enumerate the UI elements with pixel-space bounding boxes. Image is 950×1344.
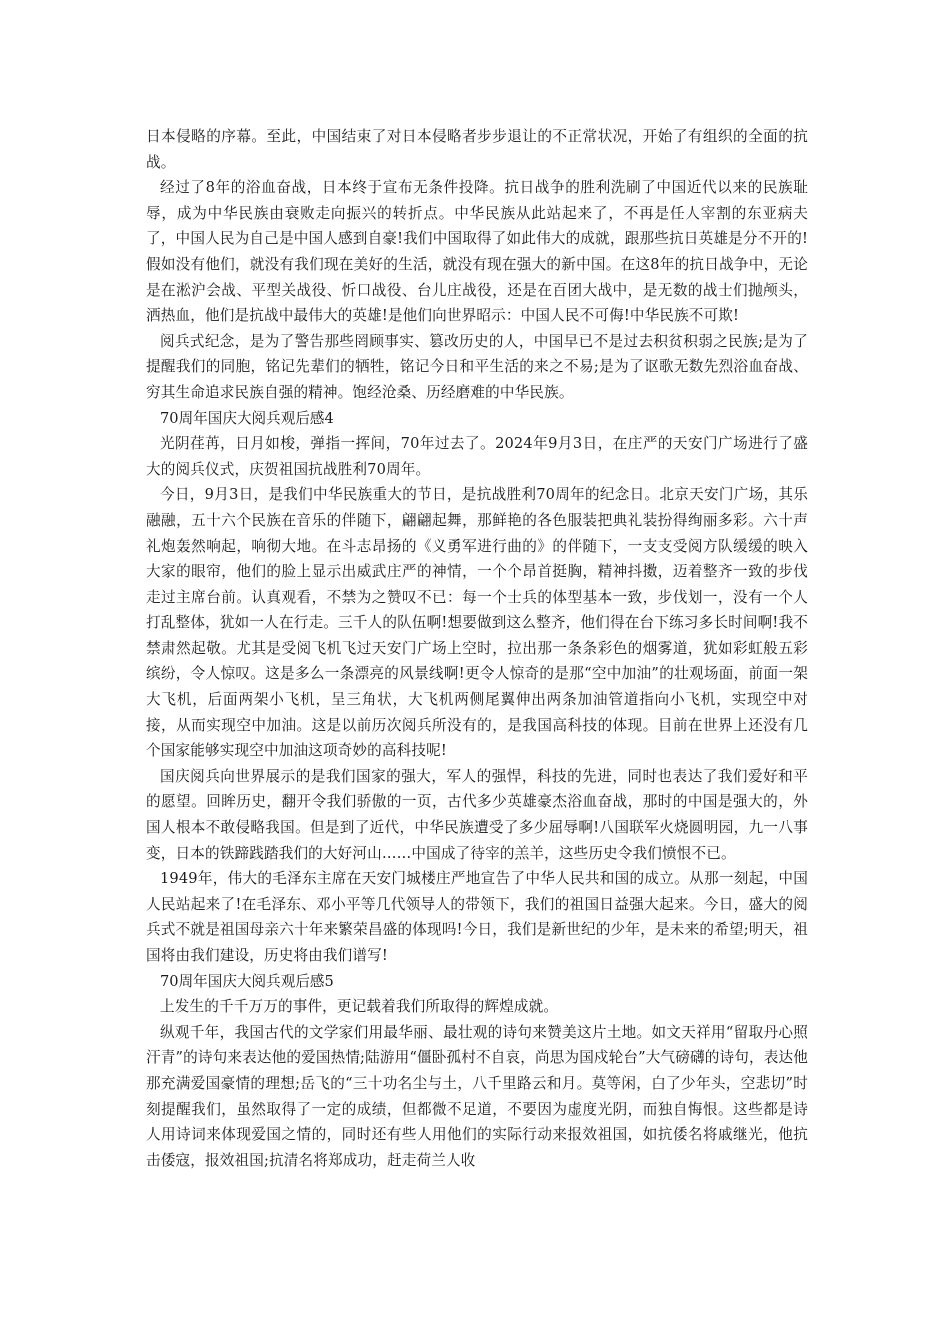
section-heading-4: 70周年国庆大阅兵观后感4 <box>160 409 334 427</box>
document-page <box>146 124 808 1173</box>
paragraph-6: 国庆阅兵向世界展示的是我们国家的强大，军人的强悍，科技的先进，同时也表达了我们爱好和平的愿望。回眸历史，翻开令我们骄傲的一页，古代多少英雄豪杰浴血奋战，那时的中国是强大的，外国人根本不敢侵略我国。但是到了近代，中华民族遭受了多少屈辱啊!八国联军火烧圆明园，九一八事变，日本的铁蹄践踏我们的大好河山……中国成了待宰的羔羊，这些历史令我们愤恨不已。 <box>146 767 808 862</box>
paragraph-8: 上发生的千千万万的事件，更记载着我们所取得的辉煌成就。 <box>160 998 559 1016</box>
paragraph-9: 纵观千年，我国古代的文学家们用最华丽、最壮观的诗句来赞美这片土地。如文天祥用“留取丹心照汗青”的诗句来表达他的爱国热情;陆游用“僵卧孤村不自哀，尚思为国戍轮台”大气磅礴的诗句，表达他那充满爱国豪情的理想;岳飞的“三十功名尘与土，八千里路云和月。莫等闲，白了少年头，空悲切”时刻提醒我们，虽然取得了一定的成绩，但都微不足道，不要因为虚度光阴，而独自悔恨。这些都是诗人用诗词来体现爱国之情的，同时还有些人用他们的实际行动来报效祖国，如抗倭名将戚继光，他抗击倭寇，报效祖国;抗清名将郑成功，赶走荷兰人收 <box>146 1023 808 1169</box>
paragraph-5: 今日，9月3日，是我们中华民族重大的节日，是抗战胜利70周年的纪念日。北京天安门广场，其乐融融，五十六个民族在音乐的伴随下，翩翩起舞，那鲜艳的各色服装把典礼装扮得绚丽多彩。六十声礼炮轰然响起，响彻大地。在斗志昂扬的《义勇军进行曲的》的伴随下，一支支受阅方队缓缓的映入大家的眼帘，他们的脸上显示出威武庄严的神情，一个个昂首挺胸，精神抖擞，迈着整齐一致的步伐走过主席台前。认真观看，不禁为之赞叹不已：每一个士兵的体型基本一致，步伐划一，没有一个人打乱整体，犹如一人在行走。三千人的队伍啊!想要做到这么整齐，他们得在台下练习多长时间啊!我不禁肃然起敬。尤其是受阅飞机飞过天安门广场上空时，拉出那一条条彩色的烟雾道，犹如彩虹般五彩缤纷，令人惊叹。这是多么一条漂亮的风景线啊!更令人惊奇的是那“空中加油”的壮观场面，前面一架大飞机，后面两架小飞机，呈三角状，大飞机两侧尾翼伸出两条加油管道指向小飞机，实现空中对接，从而实现空中加油。这是以前历次阅兵所没有的，是我国高科技的体现。目前在世界上还没有几个国家能够实现空中加油这项奇妙的高科技呢! <box>146 486 808 760</box>
paragraph-4: 光阴荏苒，日月如梭，弹指一挥间，70年过去了。2024年9月3日，在庄严的天安门广场进行了盛大的阅兵仪式，庆贺祖国抗战胜利70周年。 <box>146 435 808 478</box>
paragraph-2: 经过了8年的浴血奋战，日本终于宣布无条件投降。抗日战争的胜利洗刷了中国近代以来的民族耻辱，成为中华民族由衰败走向振兴的转折点。中华民族从此站起来了，不再是任人宰割的东亚病夫了，中国人民为自己是中国人感到自豪!我们中国取得了如此伟大的成就，跟那些抗日英雄是分不开的!假如没有他们，就没有我们现在美好的生活，就没有现在强大的新中国。在这8年的抗日战争中，无论是在淞沪会战、平型关战役、忻口战役、台儿庄战役，还是在百团大战中，是无数的战士们抛颅头，洒热血，他们是抗战中最伟大的英雄!是他们向世界昭示：中国人民不可侮!中华民族不可欺! <box>146 179 808 325</box>
paragraph-7: 1949年，伟大的毛泽东主席在天安门城楼庄严地宣告了中华人民共和国的成立。从那一刻起，中国人民站起来了!在毛泽东、邓小平等几代领导人的带领下，我们的祖国日益强大起来。今日，盛大的阅兵式不就是祖国母亲六十年来繁荣昌盛的体现吗!今日，我们是新世纪的少年，是未来的希望;明天，祖国将由我们建设，历史将由我们谱写! <box>146 870 808 964</box>
paragraph-1: 日本侵略的序幕。至此，中国结束了对日本侵略者步步退让的不正常状况，开始了有组织的全面的抗战。 <box>146 128 808 171</box>
paragraph-3: 阅兵式纪念，是为了警告那些罔顾事实、篡改历史的人，中国早已不是过去积贫积弱之民族;是为了提醒我们的同胞，铭记先辈们的牺牲，铭记今日和平生活的来之不易;是为了讴歌无数先烈浴血奋战、穷其生命追求民族自强的精神。饱经沧桑、历经磨难的中华民族。 <box>146 332 808 401</box>
section-heading-5: 70周年国庆大阅兵观后感5 <box>160 972 334 990</box>
